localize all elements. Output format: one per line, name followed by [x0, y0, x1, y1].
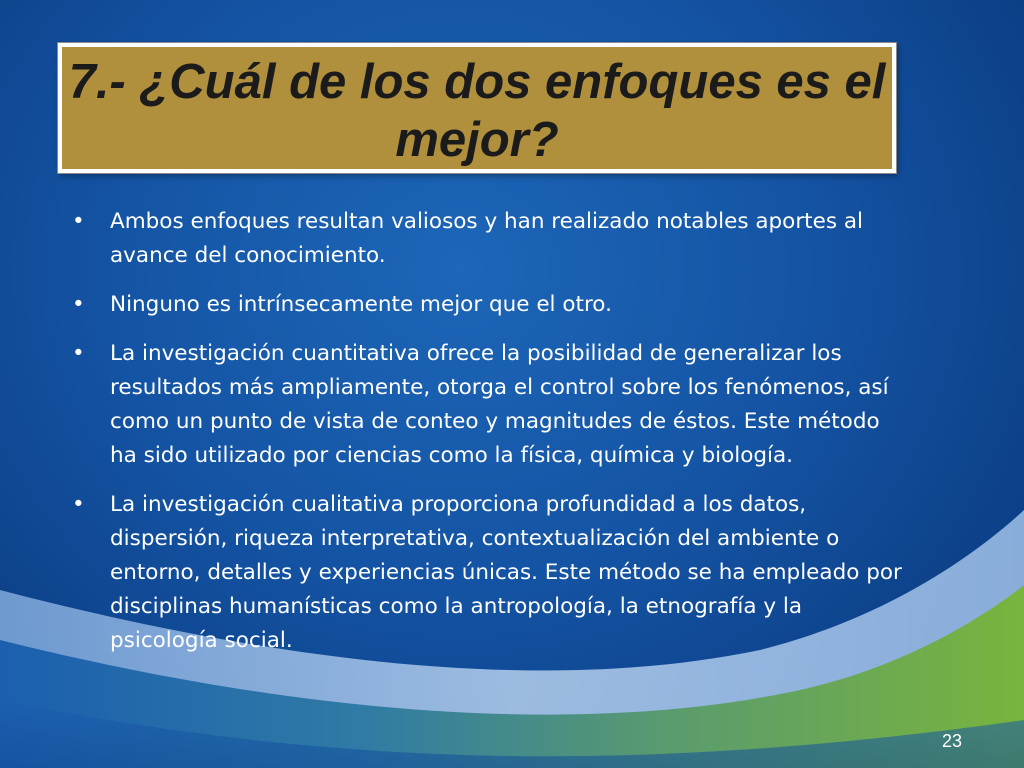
bullet-text: La investigación cuantitativa ofrece la posibilidad de generalizar los resultados más ampliamente, otorga el control sobre los fenómenos, así como un punto de vista de conteo y magnitudes de éstos. Este método ha sido utilizado por ciencias como la física, química y biología.	[110, 341, 889, 468]
bullet-marker: •	[72, 341, 85, 366]
list-item	[72, 205, 902, 273]
bullet-text: Ambos enfoques resultan valiosos y han realizado notables aportes al avance del conocimiento.	[110, 209, 864, 268]
bullet-marker: •	[72, 292, 85, 317]
slide-title: 7.- ¿Cuál de los dos enfoques es el mejor?	[68, 55, 886, 167]
bullet-text: La investigación cualitativa proporciona profundidad a los datos, dispersión, riqueza interpretativa, contextualización del ambiente o entorno, detalles y experiencias únicas. Este método se ha empleado por disciplinas humanísticas como la antropología, la etnografía y la psicología social.	[110, 492, 902, 653]
page-number: 23	[941, 731, 962, 751]
bullet-marker: •	[72, 492, 85, 517]
list-item	[72, 488, 902, 658]
bullet-list	[72, 205, 902, 673]
list-item	[72, 337, 902, 473]
title-box	[58, 43, 896, 173]
bullet-text: Ninguno es intrínsecamente mejor que el otro.	[110, 292, 612, 317]
bullet-marker: •	[72, 209, 85, 234]
list-item	[72, 288, 902, 322]
